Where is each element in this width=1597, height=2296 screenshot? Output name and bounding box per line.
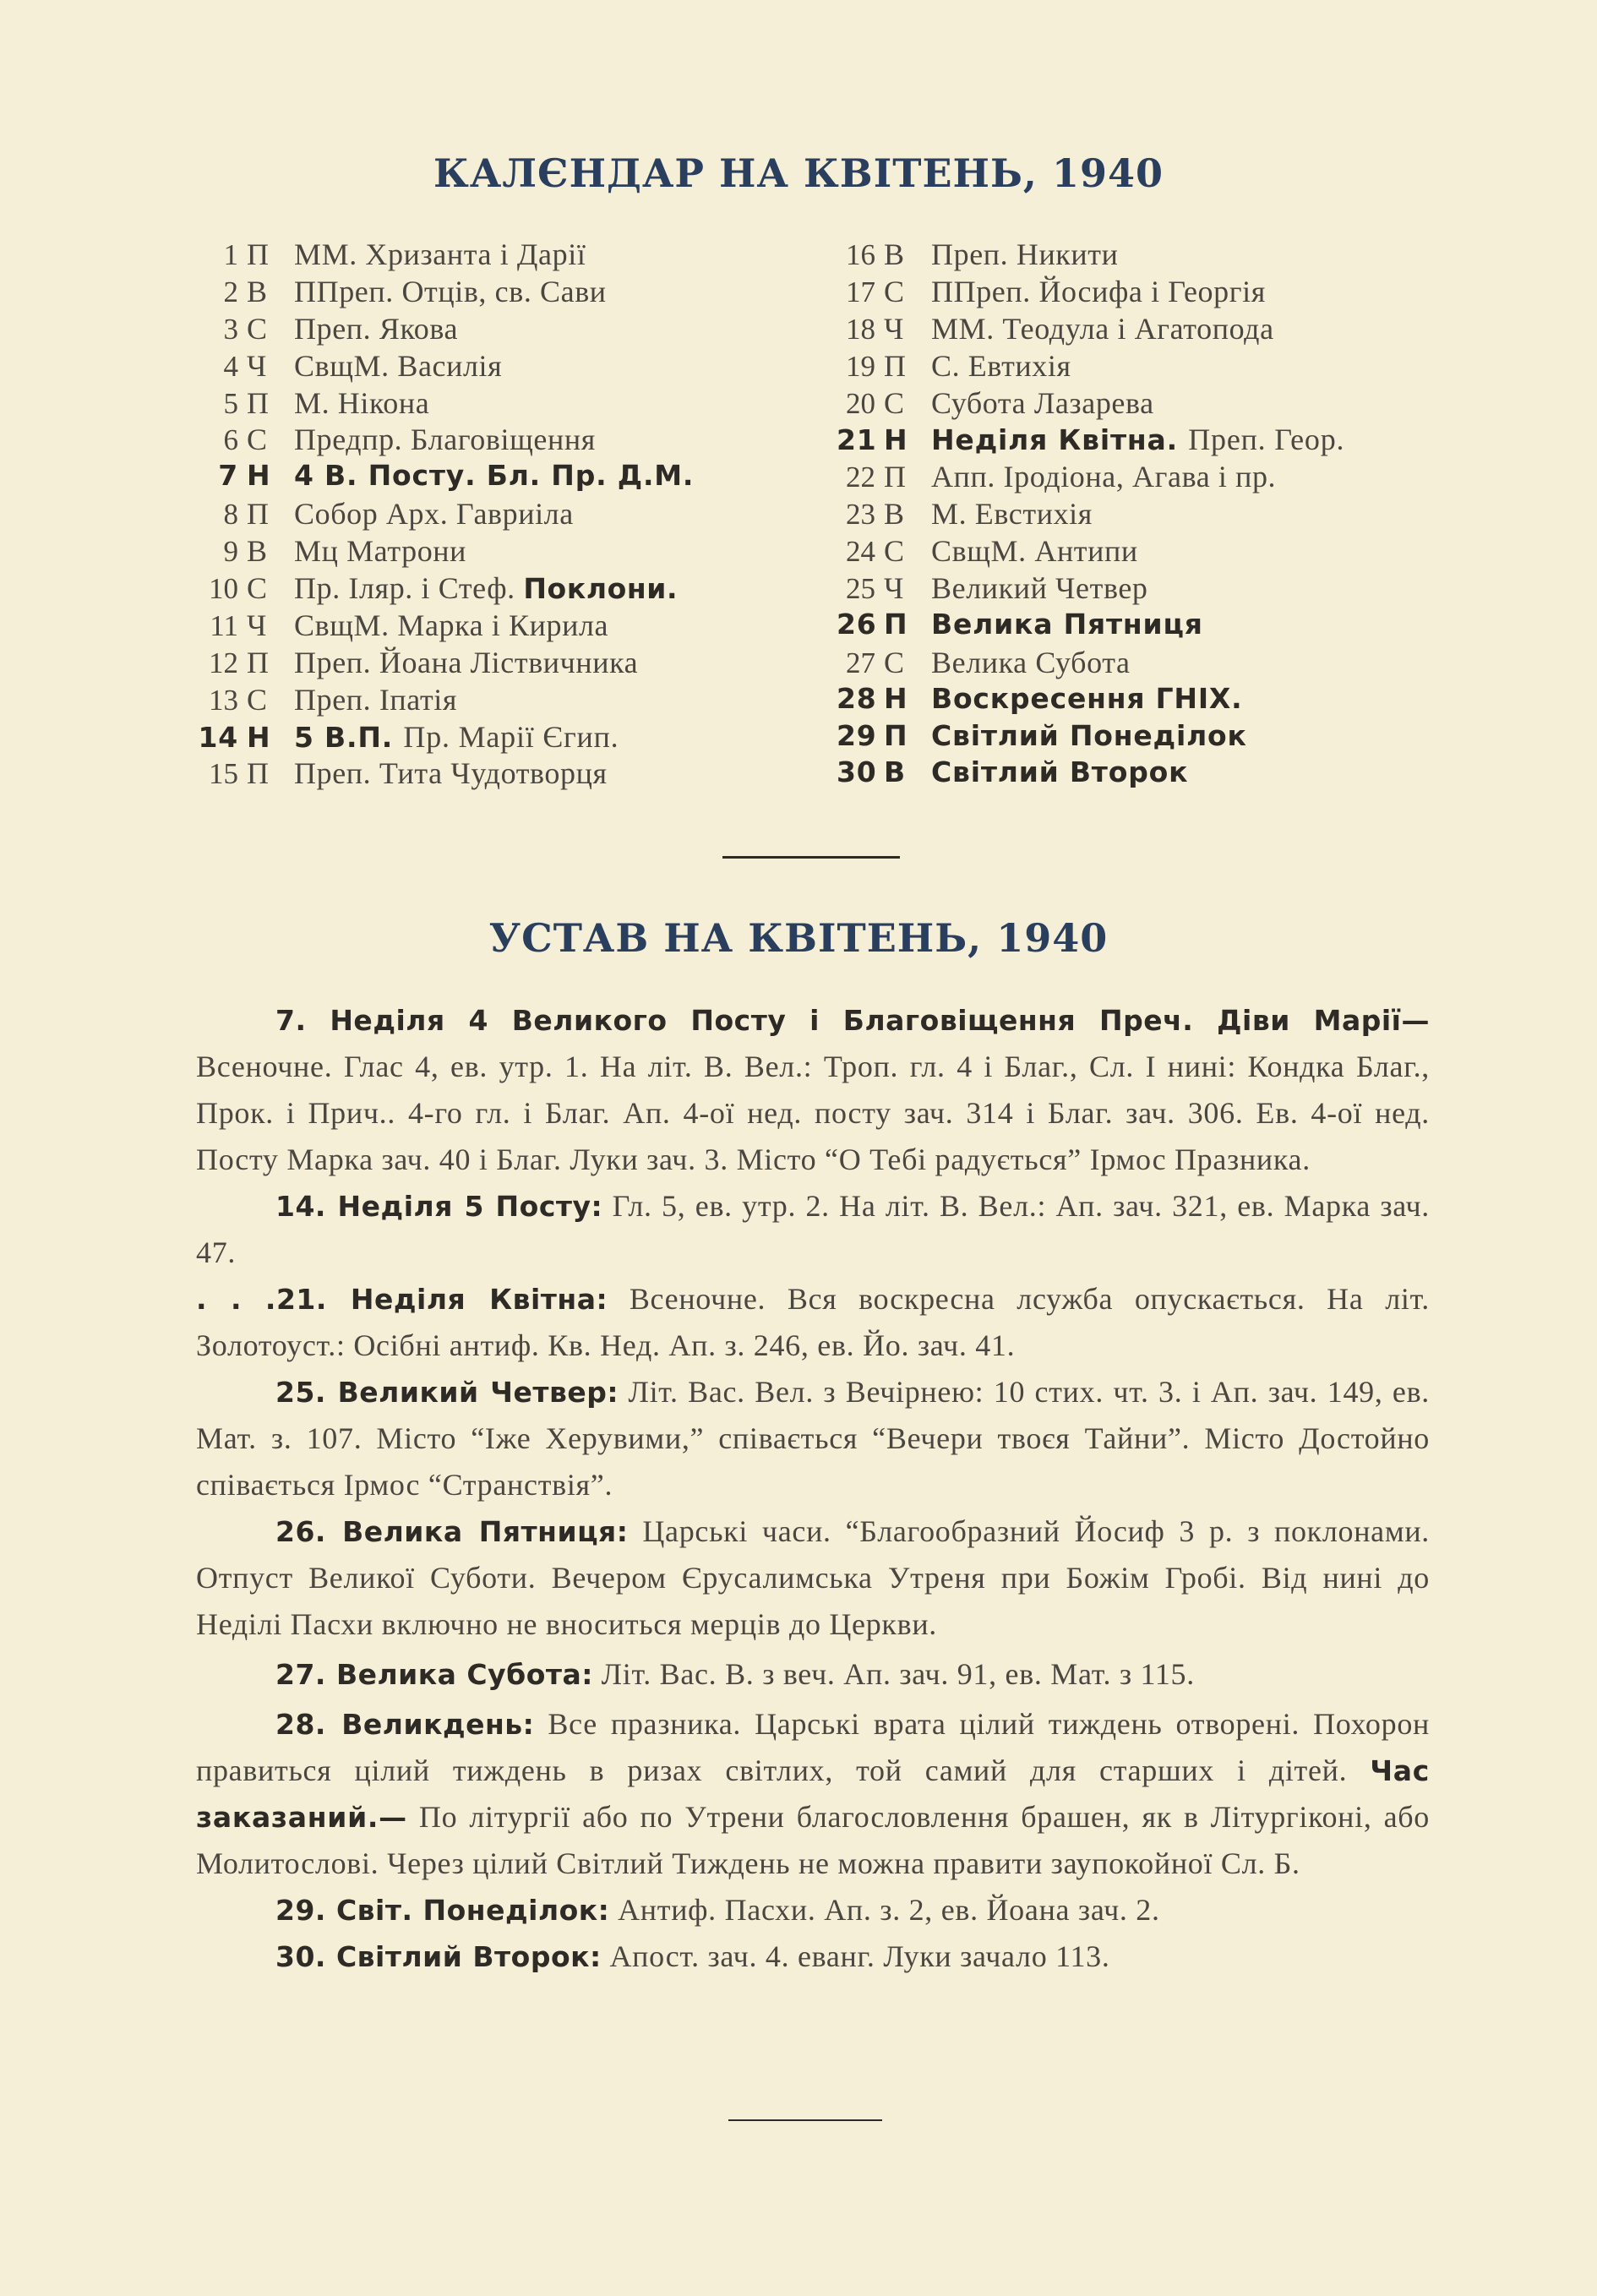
calendar-feast-text: Неділя Квітна. <box>931 423 1178 457</box>
calendar-feast-text: С. Евтихія <box>931 348 1071 383</box>
calendar-weekday: П <box>884 460 906 494</box>
calendar-row <box>196 645 821 682</box>
entry-text: Апост. зач. 4. еванг. Луки зачало 113. <box>609 1939 1110 1973</box>
calendar-date: 28 <box>837 681 877 715</box>
entry-heading: 29. Світ. Понеділок: <box>275 1894 610 1927</box>
entry-text: Всеночне. Вся воскресна лсужба опускається. На літ. Золотоуст.: Осібні антиф. Кв. Нед. Ап. з. 246, ев. Йо. зач. 41. <box>196 1282 1430 1362</box>
entry-heading: 28. Великдень: <box>275 1708 535 1741</box>
calendar-row <box>837 570 1479 608</box>
calendar-row <box>837 348 1479 385</box>
calendar-date: 22 <box>846 461 875 494</box>
calendar-feast-text: СвщМ. Марка і Кирила <box>294 608 609 642</box>
calendar-feast-text: Преп. Никити <box>931 237 1119 271</box>
calendar-row <box>837 496 1479 533</box>
calendar-feast-text: Преп. Тита Чудотворця <box>294 756 608 791</box>
calendar-row <box>196 496 821 533</box>
ustav-entry-28 <box>196 1701 1430 1887</box>
calendar-date: 13 <box>209 683 238 717</box>
calendar-weekday: Ч <box>884 571 904 606</box>
entry-text: Царські часи. “Благообразний Йосиф 3 р. з поклонами. Отпуст Великої Суботи. Вечером Єрусалимська Утреня при Божім Гробі. Від нині до Неділі Пасхи включно не вноситься мерців до Церкви. <box>196 1514 1430 1641</box>
calendar-date: 20 <box>846 386 875 420</box>
calendar-feast <box>291 496 574 532</box>
calendar-date: 24 <box>846 535 875 569</box>
calendar-weekday: Н <box>884 423 908 457</box>
calendar-feast-text: Воскресення ГНІХ. <box>931 681 1243 715</box>
end-divider <box>728 2119 882 2121</box>
calendar-feast <box>928 719 1247 752</box>
calendar-feast-text: ППреп. Йосифа і Георгія <box>931 274 1266 308</box>
calendar-feast-text: Преп. Якова <box>294 311 459 346</box>
calendar-weekday: П <box>247 497 269 532</box>
calendar-feast-text: Мц Матрони <box>294 534 467 569</box>
calendar-feast-bold: Поклони. <box>523 572 679 606</box>
calendar-feast <box>291 682 457 717</box>
calendar-title: КАЛЄНДАР НА КВІТЕНЬ, 1940 <box>433 150 1164 196</box>
calendar-feast-rest: Преп. Геор. <box>1188 423 1345 457</box>
calendar-feast-text: Апп. Іродіона, Агава і пр. <box>931 460 1277 494</box>
calendar-feast <box>928 311 1274 346</box>
calendar-row <box>837 719 1479 756</box>
calendar-row <box>837 311 1479 348</box>
calendar-feast <box>928 237 1118 272</box>
calendar-weekday: В <box>247 534 268 569</box>
calendar-feast-text: СвщМ. Василія <box>294 348 503 383</box>
calendar-row <box>196 237 821 274</box>
calendar-weekday: С <box>884 385 905 420</box>
calendar-feast <box>928 496 1093 532</box>
calendar-feast <box>928 348 1071 384</box>
calendar-row <box>837 608 1479 645</box>
ustav-entry-14 <box>196 1183 1430 1276</box>
calendar-weekday: С <box>247 571 268 606</box>
calendar-row <box>196 385 821 423</box>
calendar-weekday: С <box>884 645 905 679</box>
calendar-feast <box>291 274 607 309</box>
calendar-feast-text: ППреп. Отців, св. Сави <box>294 274 607 308</box>
calendar-row <box>196 422 821 459</box>
calendar-feast-text: М. Евстихія <box>931 497 1093 532</box>
ustav-entry-7 <box>196 997 1430 1183</box>
calendar-feast-text: М. Нікона <box>294 385 430 420</box>
calendar-weekday: П <box>247 385 269 420</box>
calendar-feast <box>928 459 1276 494</box>
calendar-date: 7 <box>218 459 238 493</box>
calendar-feast <box>928 422 1344 457</box>
calendar-date: 15 <box>209 757 238 791</box>
calendar-weekday: В <box>884 237 905 271</box>
entry-heading: 27. Велика Субота: <box>275 1658 593 1691</box>
calendar-weekday: С <box>884 274 905 308</box>
calendar-feast <box>928 755 1188 788</box>
calendar-weekday: П <box>884 348 906 383</box>
calendar-feast-text: 5 В.П. <box>294 720 394 754</box>
calendar-feast-text: Велика Субота <box>931 645 1131 679</box>
calendar-date: 3 <box>223 312 238 346</box>
calendar-weekday: Ч <box>247 608 267 642</box>
calendar-row <box>837 459 1479 496</box>
calendar-row <box>196 608 821 645</box>
entry-heading: . . .21. Неділя Квітна: <box>196 1283 608 1316</box>
entry-bold-note: Час заказаний.— <box>196 1754 1430 1834</box>
calendar-date: 27 <box>846 646 875 679</box>
calendar-weekday: С <box>884 534 905 569</box>
calendar-row <box>837 385 1479 423</box>
calendar-row <box>196 311 821 348</box>
entry-heading: 7. Неділя 4 Великого Посту і Благовіщення Преч. Діви Марії— <box>275 1004 1430 1037</box>
calendar-date: 9 <box>223 535 238 569</box>
calendar-weekday: С <box>247 423 268 457</box>
calendar-date: 30 <box>837 755 877 789</box>
calendar-date: 25 <box>846 572 875 606</box>
ustav-entry-27 <box>196 1651 1430 1698</box>
calendar-row <box>837 422 1479 459</box>
calendar-feast <box>928 682 1243 715</box>
calendar-row <box>196 682 821 719</box>
calendar-row <box>196 719 821 756</box>
calendar-weekday: С <box>247 311 268 346</box>
calendar-date: 19 <box>846 349 875 383</box>
calendar-feast-text: Велика Пятниця <box>931 607 1203 641</box>
calendar-feast <box>291 459 694 492</box>
calendar-date: 11 <box>210 608 238 642</box>
entry-text: Гл. 5, ев. утр. 2. На літ. В. Вел.: Ап. зач. 321, ев. Марка зач. 47. <box>196 1189 1431 1269</box>
calendar-feast-text: Світлий Второк <box>931 755 1189 789</box>
calendar-row <box>837 682 1479 719</box>
calendar-weekday: П <box>884 718 908 752</box>
calendar-weekday: Ч <box>247 348 267 383</box>
calendar-feast <box>291 348 502 384</box>
calendar-weekday: В <box>884 497 905 532</box>
calendar-weekday: В <box>884 755 906 789</box>
calendar-date: 23 <box>846 498 875 532</box>
calendar-row <box>196 274 821 311</box>
calendar-row <box>837 274 1479 311</box>
calendar-date: 14 <box>198 720 238 754</box>
entry-heading: 26. Велика Пятниця: <box>275 1515 629 1548</box>
entry-text: Антиф. Пасхи. Ап. з. 2, ев. Йоана зач. 2. <box>618 1893 1160 1927</box>
calendar-feast <box>291 385 429 421</box>
calendar-date: 6 <box>223 423 238 457</box>
ustav-entry-30 <box>196 1933 1430 1980</box>
calendar-right-column <box>837 237 1479 793</box>
calendar-weekday: Н <box>884 681 908 715</box>
calendar-date: 4 <box>223 349 238 383</box>
calendar-feast-rest: Пр. Марії Єгип. <box>403 719 619 754</box>
calendar-date: 26 <box>837 607 877 641</box>
calendar-feast <box>928 274 1266 309</box>
section-divider <box>722 856 900 859</box>
calendar-row <box>196 348 821 385</box>
calendar-date: 16 <box>846 238 875 271</box>
calendar-weekday: Н <box>247 459 271 493</box>
calendar-weekday: Ч <box>884 311 904 346</box>
entry-text: Літ. Вас. В. з веч. Ап. зач. 91, ев. Мат. з 115. <box>601 1657 1195 1691</box>
calendar-date: 10 <box>209 572 238 606</box>
entry-heading: 30. Світлий Второк: <box>275 1940 602 1973</box>
calendar-feast <box>928 385 1154 421</box>
calendar-feast <box>291 422 596 457</box>
calendar-feast <box>928 608 1203 641</box>
ustav-entry-21 <box>196 1276 1430 1369</box>
entry-text: По літургії або по Утрени благословлення брашен, як в Літургіконі, або Молитослові. Через цілий Світлий Тиждень не можна правити заупокойної Сл. Б. <box>196 1800 1430 1880</box>
calendar-feast <box>291 570 678 606</box>
calendar-feast <box>291 719 619 755</box>
calendar-feast <box>928 533 1138 569</box>
calendar-feast-text: Преп. Іпатія <box>294 682 458 717</box>
calendar-date: 21 <box>837 423 877 457</box>
entry-text: Літ. Вас. Вел. з Вечірнею: 10 стих. чт. 3. і Ап. зач. 149, ев. Мат. з. 107. Місто “Іже Херувими,” співається “Вечери твоєя Тайни”. Місто Достойно співається Ірмос “Странствія”. <box>196 1375 1431 1502</box>
calendar-date: 12 <box>209 646 238 679</box>
calendar-feast <box>291 755 608 791</box>
ustav-body <box>196 997 1430 1980</box>
calendar-row <box>837 533 1479 570</box>
calendar-feast <box>291 237 586 272</box>
calendar-row <box>837 645 1479 682</box>
calendar-row <box>196 533 821 570</box>
calendar-weekday: П <box>247 756 269 791</box>
calendar-row <box>837 755 1479 793</box>
calendar-feast <box>928 570 1148 606</box>
calendar-feast-text: ММ. Хризанта і Дарії <box>294 237 586 271</box>
calendar-feast <box>291 645 638 680</box>
calendar-date: 29 <box>837 718 877 752</box>
calendar-weekday: П <box>247 237 269 271</box>
calendar-feast-text: 4 В. Посту. Бл. Пр. Д.М. <box>294 459 695 493</box>
calendar-row <box>196 755 821 793</box>
calendar-weekday: П <box>884 607 908 641</box>
entry-heading: 14. Неділя 5 Посту: <box>275 1190 603 1223</box>
calendar-feast-text: Субота Лазарева <box>931 385 1154 420</box>
calendar-row <box>196 459 821 496</box>
calendar-row <box>837 237 1479 274</box>
calendar-weekday: С <box>247 682 268 717</box>
calendar-left-column <box>196 237 821 793</box>
calendar-weekday: В <box>247 274 268 308</box>
calendar-date: 2 <box>223 275 238 308</box>
calendar-feast <box>291 533 466 569</box>
ustav-title: УСТАВ НА КВІТЕНЬ, 1940 <box>488 915 1109 961</box>
calendar-feast-text: Собор Арх. Гавриіла <box>294 497 574 532</box>
calendar-feast-text: Світлий Понеділок <box>931 718 1247 752</box>
calendar-weekday: П <box>247 645 269 679</box>
calendar-feast-text: Великий Четвер <box>931 571 1148 606</box>
calendar-feast-text: ММ. Теодула і Агатопода <box>931 311 1274 346</box>
calendar-date: 18 <box>846 312 875 346</box>
calendar-feast <box>291 608 608 643</box>
calendar-feast-text: Пр. Іляр. і Стеф. <box>294 571 515 606</box>
calendar-row <box>196 570 821 608</box>
calendar-feast-text: Предпр. Благовіщення <box>294 423 596 457</box>
calendar-feast <box>928 645 1131 680</box>
entry-text: Всеночне. Глас 4, ев. утр. 1. На літ. В. Вел.: Троп. гл. 4 і Благ., Сл. І нині: Кондка Благ., Прок. і Прич.. 4-го гл. і Благ. Ап. 4-ої нед. посту зач. 314 і Благ. зач. 306. Ев. 4-ої нед. Посту Марка зач. 40 і Благ. Луки зач. 3. Місто “О Тебі радується” Ірмос Празника. <box>196 1050 1430 1176</box>
calendar-date: 1 <box>223 238 238 271</box>
calendar-date: 17 <box>846 275 875 308</box>
entry-text: Все празника. Царські врата цілий тиждень отворені. Похорон правиться цілий тиждень в ризах світлих, той самий для старших і дітей. <box>196 1707 1430 1787</box>
entry-heading: 25. Великий Четвер: <box>275 1376 619 1409</box>
ustav-entry-25 <box>196 1369 1430 1508</box>
calendar-feast-text: Преп. Йоана Ліствичника <box>294 645 639 679</box>
calendar-weekday: Н <box>247 720 271 754</box>
calendar-date: 5 <box>223 386 238 420</box>
calendar-date: 8 <box>223 498 238 532</box>
ustav-entry-26 <box>196 1508 1430 1648</box>
ustav-entry-29 <box>196 1887 1430 1933</box>
calendar-feast-text: СвщМ. Антипи <box>931 534 1138 569</box>
calendar-feast <box>291 311 458 346</box>
